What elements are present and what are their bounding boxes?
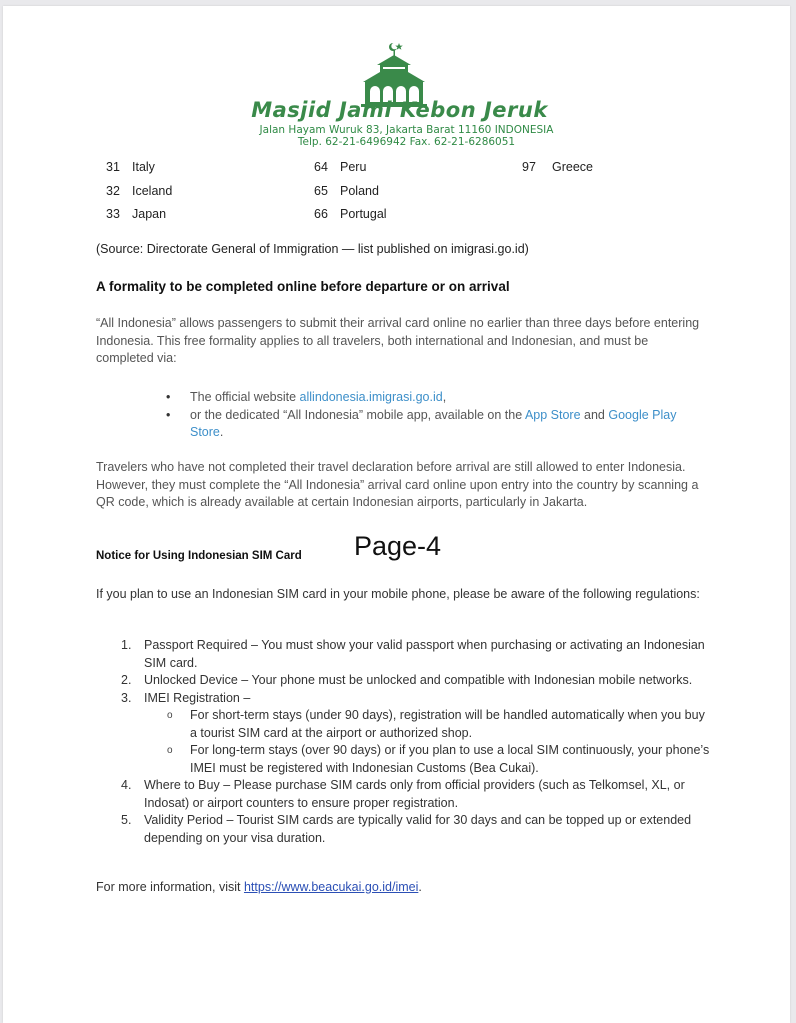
organization-address: Jalan Hayam Wuruk 83, Jakarta Barat 11160 INDONESIA <box>259 124 554 136</box>
section-heading-sim: Notice for Using Indonesian SIM Card <box>96 550 302 562</box>
hollow-bullet-icon: o <box>167 710 173 721</box>
bullet-icon: • <box>166 407 171 422</box>
table-row <box>106 207 626 231</box>
organization-name: Masjid Jami Kebon Jeruk <box>251 98 548 122</box>
list-item: o For short-term stays (under 90 days), registration will be handled automatically when you buy a tourist SIM card at the airport or authorized shop. <box>167 708 705 740</box>
list-item: 4. Where to Buy – Please purchase SIM cards only from official providers (such as Telkomsel, XL, or Indosat) or airport counters to ensure proper registration. <box>121 778 685 810</box>
hollow-bullet-icon: o <box>167 745 173 756</box>
allindonesia-link[interactable]: allindonesia.imigrasi.go.id <box>299 390 443 404</box>
country-cell: 64 Peru <box>314 160 367 174</box>
beacukai-imei-link[interactable]: https://www.beacukai.go.id/imei <box>243 880 419 894</box>
country-cell: 32 Iceland <box>106 183 173 198</box>
bullet-icon: • <box>166 390 171 404</box>
list-item: • The official website allindonesia.imigrasi.go.id, <box>166 389 706 407</box>
country-table <box>106 160 626 231</box>
list-item: • or the dedicated “All Indonesia” mobile app, available on the App Store and Google Play Store. <box>166 407 677 439</box>
letterhead <box>3 6 790 156</box>
country-cell: 97 Greece <box>522 160 593 174</box>
country-cell: 66 Portugal <box>314 207 387 221</box>
list-item: o For long-term stays (over 90 days) or if you plan to use a local SIM continuously, your phone’s IMEI must be registered with Indonesian Customs (Bea Cukai). <box>167 743 710 775</box>
imei-sublist <box>167 707 711 777</box>
country-cell: 31 Italy <box>106 160 155 174</box>
list-item: 3. IMEI Registration – o For short-term stays (under 90 days), registration will be handled automatically when you buy a tourist SIM card at the airport or authorized shop. o For long-term stays (over 90 days) or if you plan to use a local SIM continuously, your phone’s IMEI must be registered with Indonesian Customs (Bea Cukai). <box>121 690 711 778</box>
country-cell: 33 Japan <box>106 207 167 221</box>
list-item: 1. Passport Required – You must show your valid passport when purchasing or activating an Indonesian SIM card. <box>121 638 705 670</box>
google-play-store-link[interactable]: Google Play Store <box>190 407 677 439</box>
section-heading-formality: A formality to be completed online before departure or on arrival <box>96 279 510 294</box>
sim-intro: If you plan to use an Indonesian SIM card in your mobile phone, please be aware of the following regulations: <box>96 587 700 601</box>
country-cell: 65 Poland <box>314 183 379 198</box>
more-info-line: For more information, visit https://www.beacukai.go.id/imei. <box>96 880 422 894</box>
document-page <box>3 6 790 1023</box>
list-item: 2. Unlocked Device – Your phone must be unlocked and compatible with Indonesian mobile networks. <box>121 673 693 687</box>
list-item: 5. Validity Period – Tourist SIM cards are typically valid for 30 days and can be topped up or extended depending on your visa duration. <box>121 813 692 845</box>
page-number-label: Page-4 <box>354 531 442 561</box>
source-note: (Source: Directorate General of Immigration — list published on imigrasi.go.id) <box>96 242 529 256</box>
organization-phone: Telp. 62-21-6496942 Fax. 62-21-6286051 <box>297 136 516 148</box>
table-row <box>106 160 626 184</box>
formality-followup: Travelers who have not completed their travel declaration before arrival are still allowed to enter Indonesia. However, they must complete the “All Indonesia” arrival card online upon entry into the country by scanning a QR code, which is already available at certain Indonesian airports, particularly in Jakarta. <box>96 460 699 509</box>
formality-intro: “All Indonesia” allows passengers to submit their arrival card online no earlier than three days before entering Indonesia. This free formality applies to all travelers, both international and Indonesian, and must be completed via: <box>96 316 700 365</box>
sim-regulations-list <box>121 637 711 847</box>
formality-bullets <box>166 389 706 442</box>
app-store-link[interactable]: App Store <box>524 407 581 422</box>
table-row <box>106 184 626 208</box>
